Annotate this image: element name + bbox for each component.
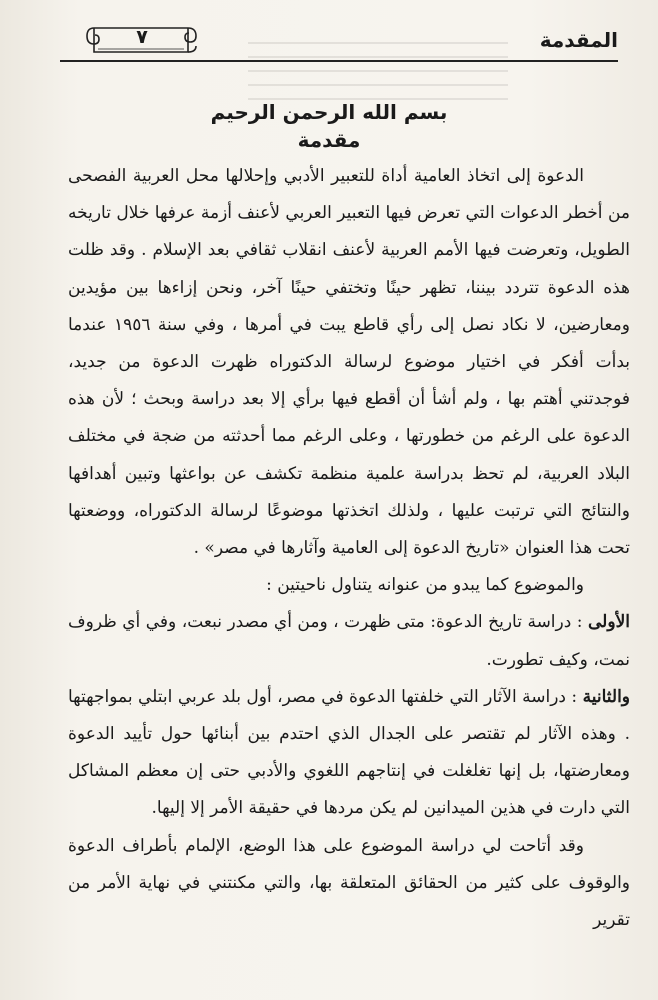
list-item-second <box>68 679 630 828</box>
closing-paragraph: وقد أتاحت لي دراسة الموضوع على هذا الوضع، الإلمام بأطراف الدعوة والوقوف على كثير من الحقائق المتعلقة بها، والتي مكنتني في نهاية الأمر من تقرير <box>68 835 630 931</box>
header-divider <box>60 60 618 62</box>
page-header <box>60 16 618 64</box>
list-item-first <box>68 604 630 678</box>
section-title: مقدمة <box>297 128 361 152</box>
page-number: ٧ <box>136 26 148 48</box>
paragraph-1: الدعوة إلى اتخاذ العامية أداة للتعبير الأدبي وإحلالها محل العربية الفصحى من أخطر الدعوات التي تعرض فيها التعبير العربي لأعنف أزمة عرفها خلال تاريخه الطويل، وتعرضت فيها الأمم العربية لأعنف انقلاب ثقافي بعد الإسلام . وقد ظلت هذه الدعوة تتردد بيننا، تظهر حينًا وتختفي حينًا آخر، ونحن إزاءها بين مؤيدين ومعارضين، لا نكاد نصل إلى رأي قاطع يبت في أمرها ، وفي سنة ١٩٥٦ عندما بدأت أفكر في اختيار موضوع لرسالة الدكتوراه ظهرت الدعوة من جديد، فوجدتني أهتم بها ، ولم أشأ أن أقطع فيها برأي إلا بعد دراسة وبحث ؛ لأن هذه الدعوة على الرغم من خطورتها ، وعلى الرغم مما أحدثته من ضجة في مختلف البلاد العربية، لم تحظ بدراسة علمية منظمة تكشف عن بواعثها وتبين أهدافها والنتائج التي ترتبت عليها ، ولذلك اتخذتها موضوعًا لرسالة الدكتوراه، ووضعتها تحت هذا العنوان «تاريخ الدعوة إلى العامية وآثارها في مصر» . <box>68 166 630 559</box>
running-header-title: المقدمة <box>539 28 618 52</box>
list-item-label: والثانية <box>582 686 631 707</box>
basmala-heading: بسم الله الرحمن الرحيم <box>210 100 448 124</box>
page-number-scroll <box>84 22 200 58</box>
body-text <box>68 158 630 939</box>
paragraph-2: والموضوع كما يبدو من عنوانه يتناول ناحيتين : <box>266 575 584 596</box>
list-item-text: : دراسة الآثار التي خلفتها الدعوة في مصر، أول بلد عربي ابتلي بمواجهتها . وهذه الآثار لم تقتصر على الجدال الذي احتدم بين أبنائها حول تأييد الدعوة ومعارضتها، بل إنها تغلغلت في إنتاجهم اللغوي والأدبي حتى إن معظم المشاكل التي دارت في هذين الميدانين لم يكن مردها في حقيقة الأمر إلا إليها. <box>68 686 630 819</box>
list-item-text: : دراسة تاريخ الدعوة: متى ظهرت ، ومن أي مصدر نبعت، وفي أي ظروف نمت، وكيف تطورت. <box>68 612 630 670</box>
list-item-label: الأولى <box>588 612 630 633</box>
